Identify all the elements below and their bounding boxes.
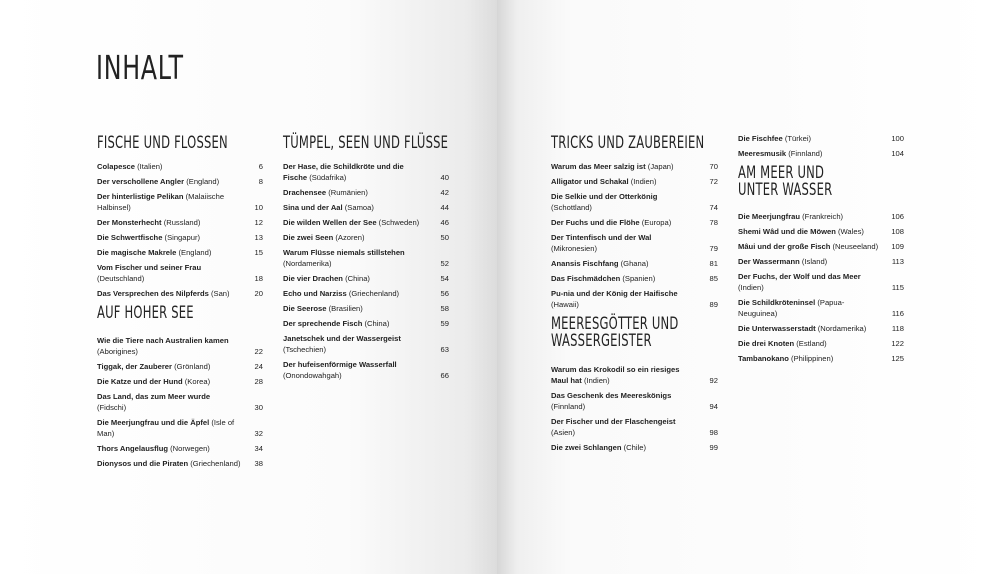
- entry-title: Der Tintenfisch und der Wal: [551, 233, 652, 242]
- entry-title: Drachensee: [283, 188, 327, 197]
- entry-page-number: 74: [709, 203, 718, 212]
- entry-text: [738, 241, 890, 252]
- toc-entry: [283, 333, 449, 355]
- entry-text: [283, 273, 435, 284]
- toc-entry: [97, 232, 263, 243]
- toc-entry: [738, 256, 904, 267]
- entry-page-number: 79: [709, 244, 718, 253]
- toc-entry: [738, 338, 904, 349]
- entry-page-number: 115: [891, 283, 904, 292]
- entry-title: Der Fuchs, der Wolf und das Meer: [738, 272, 861, 281]
- entry-origin: (Brasilien): [328, 304, 363, 313]
- page-title: INHALT: [96, 48, 184, 87]
- entry-title: Janetschek und der Wassergeist: [283, 334, 401, 343]
- toc-entry: [551, 416, 718, 438]
- entry-origin: (Griechenland): [348, 289, 400, 298]
- toc-entry: [283, 273, 449, 284]
- entry-text: [97, 247, 249, 258]
- entry-title: Die zwei Schlangen: [551, 443, 622, 452]
- toc-section: [551, 135, 718, 310]
- section-heading-line: UNTER WASSER: [738, 180, 833, 200]
- entry-origin: (Türkei): [784, 134, 812, 143]
- toc-section: [738, 133, 904, 159]
- entry-page-number: 20: [254, 289, 263, 298]
- entry-text: [551, 191, 704, 213]
- entry-title: Der Fuchs und die Flöhe: [551, 218, 640, 227]
- entry-page-number: 54: [440, 274, 449, 283]
- entry-page-number: 52: [440, 259, 449, 268]
- toc-entry: [738, 241, 904, 252]
- entry-text: [283, 359, 435, 381]
- entry-page-number: 34: [254, 444, 263, 453]
- entry-title: Die Meerjungfrau und die Äpfel: [97, 418, 210, 427]
- toc-entry: [97, 191, 263, 213]
- entry-page-number: 113: [891, 257, 904, 266]
- entry-text: [97, 288, 249, 299]
- entry-origin: (Aborigines): [97, 347, 138, 356]
- entry-text: [738, 297, 890, 319]
- entry-text: [283, 187, 435, 198]
- entry-origin: (Neuseeland): [832, 242, 879, 251]
- entry-title: Das Versprechen des Nilpferds: [97, 289, 209, 298]
- entry-origin: (Südafrika): [309, 173, 347, 182]
- toc-section: [97, 305, 263, 469]
- entry-origin: (Chile): [623, 443, 646, 452]
- entry-title: Das Land, das zum Meer wurde: [97, 392, 211, 401]
- entry-title: Der Fischer und der Flaschengeist: [551, 417, 676, 426]
- entry-title: Shemi Wâd und die Möwen: [738, 227, 836, 236]
- section-heading: [97, 133, 228, 153]
- entry-title: Colapesce: [97, 162, 135, 171]
- entry-title: Thors Angelausflug: [97, 444, 169, 453]
- entry-title: Alligator und Schakal: [551, 177, 629, 186]
- section-heading-line: AM MEER UND: [738, 163, 825, 183]
- entry-title: Der Monsterhecht: [97, 218, 162, 227]
- entry-origin: (Norwegen): [170, 444, 210, 453]
- toc-column-4: [738, 133, 904, 368]
- entry-title: Der verschollene Angler: [97, 177, 185, 186]
- toc-entry: [97, 376, 263, 387]
- section-heading: [551, 133, 705, 153]
- entry-text: [551, 273, 704, 284]
- entry-origin: (Samoa): [344, 203, 374, 212]
- entry-title: Die Schildkröteninsel: [738, 298, 816, 307]
- toc-entry: [551, 288, 718, 310]
- entry-page-number: 18: [254, 274, 263, 283]
- entry-page-number: 66: [440, 371, 449, 380]
- toc-entry: [738, 226, 904, 237]
- toc-entry: [97, 361, 263, 372]
- entry-origin: (Japan): [647, 162, 674, 171]
- entry-text: [738, 353, 890, 364]
- entry-text: [97, 232, 249, 243]
- entry-origin: (Philippinen): [791, 354, 834, 363]
- entry-title: Tambanokano: [738, 354, 789, 363]
- entry-origin: (Mikronesien): [551, 244, 597, 253]
- section-heading: [97, 305, 210, 322]
- toc-entry: [551, 273, 718, 284]
- entry-page-number: 32: [254, 429, 263, 438]
- entry-origin: (Singapur): [164, 233, 201, 242]
- entry-origin: (Griechenland): [190, 459, 241, 468]
- entry-origin: (Malaiische Halbinsel): [97, 192, 225, 212]
- toc-entry: [97, 262, 263, 284]
- entry-text: [97, 262, 249, 284]
- entry-page-number: 100: [891, 134, 904, 143]
- entry-origin: (Grönland): [174, 362, 211, 371]
- toc-column-3: [551, 135, 718, 457]
- entry-origin: (Asien): [551, 428, 576, 437]
- section-heading-line: TRICKS UND ZAUBEREIEN: [551, 133, 705, 153]
- entry-origin: (Rumänien): [328, 188, 368, 197]
- toc-entry: [283, 318, 449, 329]
- entry-title: Der sprechende Fisch: [283, 319, 363, 328]
- section-heading: [283, 133, 449, 153]
- entry-origin: (China): [364, 319, 390, 328]
- toc-entry: [283, 232, 449, 243]
- entry-origin: (England): [178, 248, 212, 257]
- entry-title: Der Wassermann: [738, 257, 800, 266]
- entry-title: Die vier Drachen: [283, 274, 343, 283]
- entry-page-number: 70: [709, 162, 718, 171]
- toc-entry: [738, 271, 904, 293]
- toc-entry: [283, 187, 449, 198]
- toc-entry: [551, 390, 718, 412]
- entry-page-number: 50: [440, 233, 449, 242]
- entry-page-number: 58: [440, 304, 449, 313]
- entry-title: Vom Fischer und seiner Frau: [97, 263, 202, 272]
- entry-text: [97, 191, 249, 213]
- entry-title: Pu-nia und der König der Haifische: [551, 289, 678, 298]
- entry-page-number: 125: [891, 354, 904, 363]
- entry-origin: (Schottland): [551, 203, 592, 212]
- entry-title: Das Geschenk des Meereskönigs: [551, 391, 672, 400]
- entry-title: Das Fischmädchen: [551, 274, 621, 283]
- entry-page-number: 85: [709, 274, 718, 283]
- entry-title: Die Unterwasserstadt: [738, 324, 816, 333]
- entry-origin: (Finnland): [551, 402, 586, 411]
- section-heading-line: MEERESGÖTTER UND: [551, 314, 679, 334]
- entry-text: [551, 258, 704, 269]
- entry-title: Die Schwertfische: [97, 233, 163, 242]
- entry-text: [97, 376, 249, 387]
- entry-origin: (Hawaii): [551, 300, 579, 309]
- toc-entry: [551, 232, 718, 254]
- entry-origin: (China): [345, 274, 370, 283]
- entry-text: [283, 318, 435, 329]
- entry-origin: (Wales): [838, 227, 864, 236]
- entry-text: [283, 202, 435, 213]
- toc-column-2: [283, 135, 449, 385]
- entry-title: Tiggak, der Zauberer: [97, 362, 172, 371]
- toc-entry: [738, 133, 904, 144]
- toc-entry: [97, 391, 263, 413]
- entry-page-number: 98: [709, 428, 718, 437]
- entry-title: Anansis Fischfang: [551, 259, 619, 268]
- toc-column-1: [97, 135, 263, 473]
- toc-entry: [97, 443, 263, 454]
- entry-title: Meeresmusik: [738, 149, 787, 158]
- entry-text: [551, 161, 704, 172]
- toc-entry: [97, 288, 263, 299]
- entry-origin: (Nordamerika): [283, 259, 332, 268]
- toc-entry: [738, 148, 904, 159]
- entry-title: Die Katze und der Hund: [97, 377, 183, 386]
- toc-entry: [283, 247, 449, 269]
- toc-entry: [97, 217, 263, 228]
- entry-title: Die Selkie und der Otterkönig: [551, 192, 658, 201]
- entry-page-number: 24: [254, 362, 263, 371]
- toc-entry: [283, 303, 449, 314]
- toc-entry: [97, 335, 263, 357]
- entry-origin: (Tschechien): [283, 345, 327, 354]
- entry-title: Warum Flüsse niemals stillstehen: [283, 248, 405, 257]
- entry-text: [738, 226, 890, 237]
- entry-origin: (Onondowahgah): [283, 371, 342, 380]
- toc-entry: [283, 161, 449, 183]
- entry-title: Die magische Makrele: [97, 248, 177, 257]
- entry-origin: (Finnland): [788, 149, 823, 158]
- entry-page-number: 6: [258, 162, 263, 171]
- section-heading-line: TÜMPEL, SEEN UND FLÜSSE: [283, 133, 449, 153]
- entry-text: [738, 256, 890, 267]
- toc-entry: [551, 258, 718, 269]
- entry-origin: (Indien): [630, 177, 657, 186]
- entry-title: Dionysos und die Piraten: [97, 459, 189, 468]
- entry-page-number: 109: [891, 242, 904, 251]
- toc-section: [97, 135, 263, 299]
- entry-origin: (Fidschi): [97, 403, 127, 412]
- entry-title: Die Meerjungfrau: [738, 212, 801, 221]
- toc-entry: [283, 202, 449, 213]
- entry-text: [738, 323, 890, 334]
- entry-page-number: 89: [709, 300, 718, 309]
- toc-entry: [551, 442, 718, 453]
- toc-entry: [283, 288, 449, 299]
- entry-origin: (Korea): [184, 377, 211, 386]
- entry-title: Der Hase, die Schildkröte und die Fische: [283, 162, 404, 182]
- entry-page-number: 78: [709, 218, 718, 227]
- toc-entry: [283, 217, 449, 228]
- entry-text: [551, 232, 704, 254]
- entry-origin: (Frankreich): [802, 212, 844, 221]
- entry-origin: (Deutschland): [97, 274, 145, 283]
- entry-text: [283, 333, 435, 355]
- toc-entry: [97, 417, 263, 439]
- toc-entry: [551, 161, 718, 172]
- entry-origin: (Spanien): [622, 274, 656, 283]
- entry-title: Warum das Krokodil so ein riesiges Maul hat: [551, 365, 680, 385]
- entry-page-number: 40: [440, 173, 449, 182]
- entry-origin: (Azoren): [335, 233, 365, 242]
- entry-title: Der hufeisenförmige Wasserfall: [283, 360, 397, 369]
- entry-text: [97, 176, 249, 187]
- entry-title: Wie die Tiere nach Australien kamen: [97, 336, 229, 345]
- section-heading: [738, 165, 851, 199]
- entry-title: Der hinterlistige Pelikan: [97, 192, 184, 201]
- entry-page-number: 118: [891, 324, 904, 333]
- entry-page-number: 13: [254, 233, 263, 242]
- entry-page-number: 81: [709, 259, 718, 268]
- entry-title: Die wilden Wellen der See: [283, 218, 377, 227]
- entry-text: [97, 335, 249, 357]
- entry-text: [551, 217, 704, 228]
- entry-text: [283, 161, 435, 183]
- entry-page-number: 99: [709, 443, 718, 452]
- entry-text: [738, 133, 890, 144]
- entry-text: [97, 217, 249, 228]
- entry-origin: (Indien): [583, 376, 610, 385]
- entry-title: Echo und Narziss: [283, 289, 347, 298]
- entry-page-number: 8: [258, 177, 263, 186]
- entry-page-number: 92: [709, 376, 718, 385]
- entry-text: [97, 443, 249, 454]
- toc-entry: [551, 176, 718, 187]
- entry-page-number: 72: [709, 177, 718, 186]
- entry-text: [551, 364, 704, 386]
- entry-origin: (Isle of Man): [97, 418, 235, 438]
- entry-page-number: 22: [254, 347, 263, 356]
- entry-page-number: 46: [440, 218, 449, 227]
- toc-section: [283, 135, 449, 381]
- entry-origin: (Nordamerika): [817, 324, 867, 333]
- entry-page-number: 63: [440, 345, 449, 354]
- entry-page-number: 38: [254, 459, 263, 468]
- toc-entry: [283, 359, 449, 381]
- toc-entry: [551, 217, 718, 228]
- toc-entry: [738, 323, 904, 334]
- entry-text: [283, 247, 435, 269]
- section-heading-line: FISCHE UND FLOSSEN: [97, 133, 228, 153]
- entry-origin: (Island): [801, 257, 828, 266]
- entry-text: [738, 211, 890, 222]
- entry-title: Warum das Meer salzig ist: [551, 162, 646, 171]
- entry-text: [283, 303, 435, 314]
- section-heading-line: WASSERGEISTER: [551, 331, 652, 351]
- entry-origin: (Estland): [796, 339, 827, 348]
- entry-origin: (Schweden): [378, 218, 420, 227]
- entry-page-number: 104: [891, 149, 904, 158]
- entry-title: Sina und der Aal: [283, 203, 343, 212]
- entry-page-number: 10: [254, 203, 263, 212]
- entry-origin: (Europa): [641, 218, 672, 227]
- entry-text: [97, 458, 249, 469]
- toc-entry: [97, 176, 263, 187]
- entry-text: [97, 417, 249, 439]
- entry-title: Die drei Knoten: [738, 339, 795, 348]
- entry-page-number: 15: [254, 248, 263, 257]
- entry-text: [551, 442, 704, 453]
- toc-entry: [97, 458, 263, 469]
- section-heading: [551, 314, 679, 351]
- entry-page-number: 116: [891, 309, 904, 318]
- toc-entry: [97, 161, 263, 172]
- entry-page-number: 122: [891, 339, 904, 348]
- toc-entry: [738, 353, 904, 364]
- entry-page-number: 42: [440, 188, 449, 197]
- entry-text: [738, 148, 890, 159]
- entry-page-number: 30: [254, 403, 263, 412]
- entry-page-number: 12: [254, 218, 263, 227]
- entry-text: [97, 161, 249, 172]
- entry-origin: (Italien): [137, 162, 163, 171]
- entry-text: [283, 288, 435, 299]
- entry-origin: (Indien): [738, 283, 764, 292]
- entry-text: [551, 390, 704, 412]
- toc-section: [551, 316, 718, 453]
- toc-section: [738, 165, 904, 364]
- entry-page-number: 28: [254, 377, 263, 386]
- entry-page-number: 44: [440, 203, 449, 212]
- entry-origin: (Russland): [163, 218, 201, 227]
- toc-entry: [97, 247, 263, 258]
- entry-page-number: 106: [891, 212, 904, 221]
- entry-page-number: 94: [709, 402, 718, 411]
- entry-title: Die Seerose: [283, 304, 327, 313]
- entry-origin: (Papua-Neuguinea): [738, 298, 845, 318]
- entry-text: [283, 232, 435, 243]
- toc-entry: [551, 364, 718, 386]
- toc-entry: [738, 211, 904, 222]
- entry-text: [551, 176, 704, 187]
- entry-text: [97, 361, 249, 372]
- toc-entry: [551, 191, 718, 213]
- toc-entry: [738, 297, 904, 319]
- entry-origin: (Ghana): [620, 259, 649, 268]
- entry-origin: (San): [210, 289, 230, 298]
- entry-page-number: 56: [440, 289, 449, 298]
- entry-text: [738, 338, 890, 349]
- entry-page-number: 108: [891, 227, 904, 236]
- entry-text: [283, 217, 435, 228]
- section-heading-line: AUF HOHER SEE: [97, 303, 194, 323]
- entry-title: Die zwei Seen: [283, 233, 334, 242]
- entry-page-number: 59: [440, 319, 449, 328]
- entry-text: [97, 391, 249, 413]
- entry-text: [551, 288, 704, 310]
- entry-text: [738, 271, 890, 293]
- entry-origin: (England): [186, 177, 220, 186]
- entry-title: Die Fischfee: [738, 134, 783, 143]
- entry-text: [551, 416, 704, 438]
- entry-title: Mâui und der große Fisch: [738, 242, 831, 251]
